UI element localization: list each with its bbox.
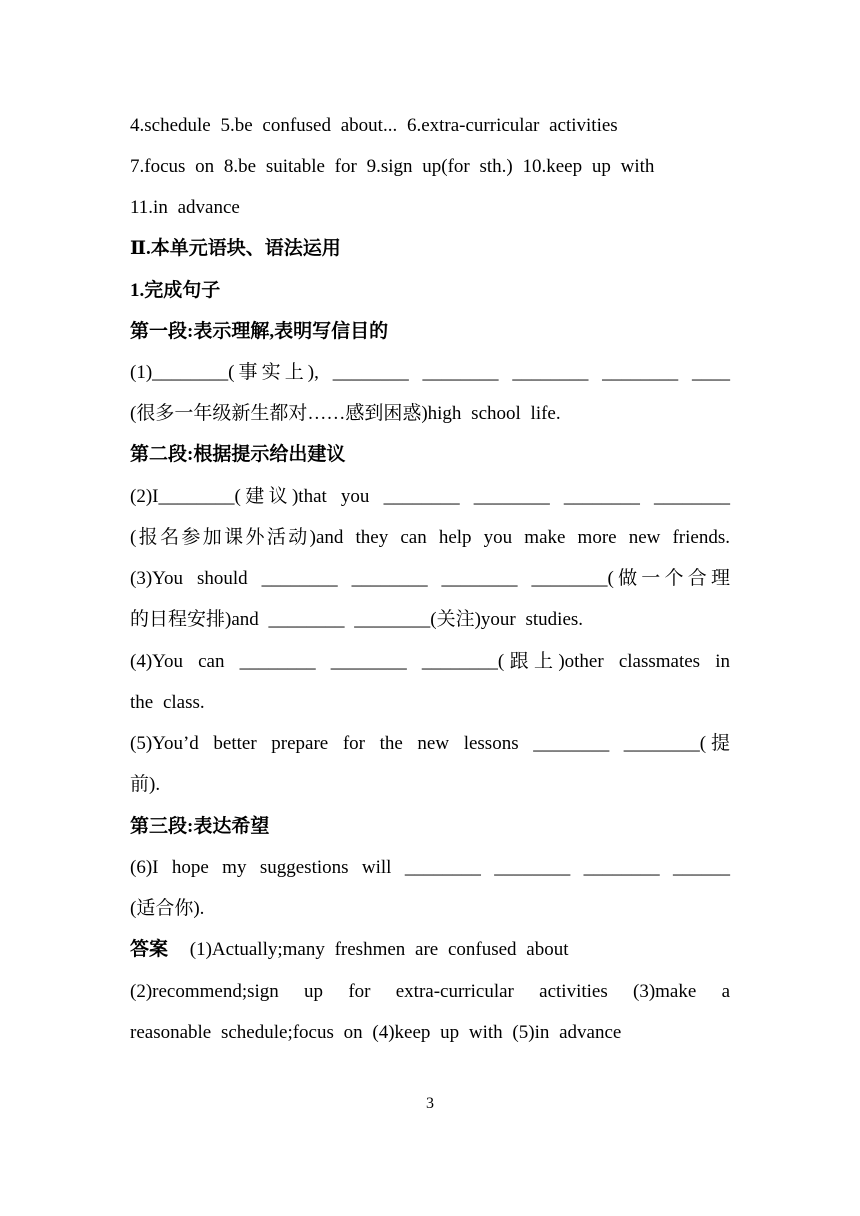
question-2-line-2: (报名参加课外活动)and they can help you make more new friends. — [130, 527, 730, 548]
question-1-line-2: (很多一年级新生都对……感到困惑)high school life. — [130, 403, 561, 424]
question-1-line-1: (1)________(事实上), ________ ________ ________ ________ ____ — [130, 362, 730, 383]
paragraph-2-heading: 第二段:根据提示给出建议 — [130, 444, 346, 465]
section-heading: Ⅱ.本单元语块、语法运用 — [130, 238, 341, 259]
vocab-line-2: 7.focus on 8.be suitable for 9.sign up(for sth.) 10.keep up with — [130, 156, 655, 177]
question-3-line-1: (3)You should ________ ________ ________ ________(做一个合理 — [130, 568, 730, 589]
question-2-line-1: (2)I________(建议)that you ________ ________ ________ ________ — [130, 486, 730, 507]
question-4-line-1: (4)You can ________ ________ ________(跟上)other classmates in — [130, 651, 730, 672]
question-6-line-1: (6)I hope my suggestions will ________ ________ ________ ______ — [130, 857, 730, 878]
answer-line-3: reasonable schedule;focus on (4)keep up with (5)in advance — [130, 1022, 622, 1043]
vocab-line-3: 11.in advance — [130, 197, 240, 218]
answer-text-1: (1)Actually;many freshmen are confused about — [189, 939, 569, 960]
question-6-line-2: (适合你). — [130, 898, 205, 919]
question-5-line-2: 前). — [130, 774, 161, 795]
answer-label: 答案 — [130, 939, 169, 960]
question-3-line-2: 的日程安排)and ________ ________(关注)your studies. — [130, 609, 584, 630]
paragraph-3-heading: 第三段:表达希望 — [130, 816, 270, 837]
page-number: 3 — [426, 1095, 434, 1112]
paragraph-1-heading: 第一段:表示理解,表明写信目的 — [130, 321, 389, 342]
question-4-line-2: the class. — [130, 692, 205, 713]
question-5-line-1: (5)You’d better prepare for the new lessons ________ ________(提 — [130, 733, 730, 754]
answer-line-1 — [130, 938, 730, 962]
vocab-line-1: 4.schedule 5.be confused about... 6.extra-curricular activities — [130, 115, 618, 136]
answer-line-2: (2)recommend;sign up for extra-curricular activities (3)make a — [130, 981, 730, 1002]
subsection-heading: 1.完成句子 — [130, 280, 221, 301]
